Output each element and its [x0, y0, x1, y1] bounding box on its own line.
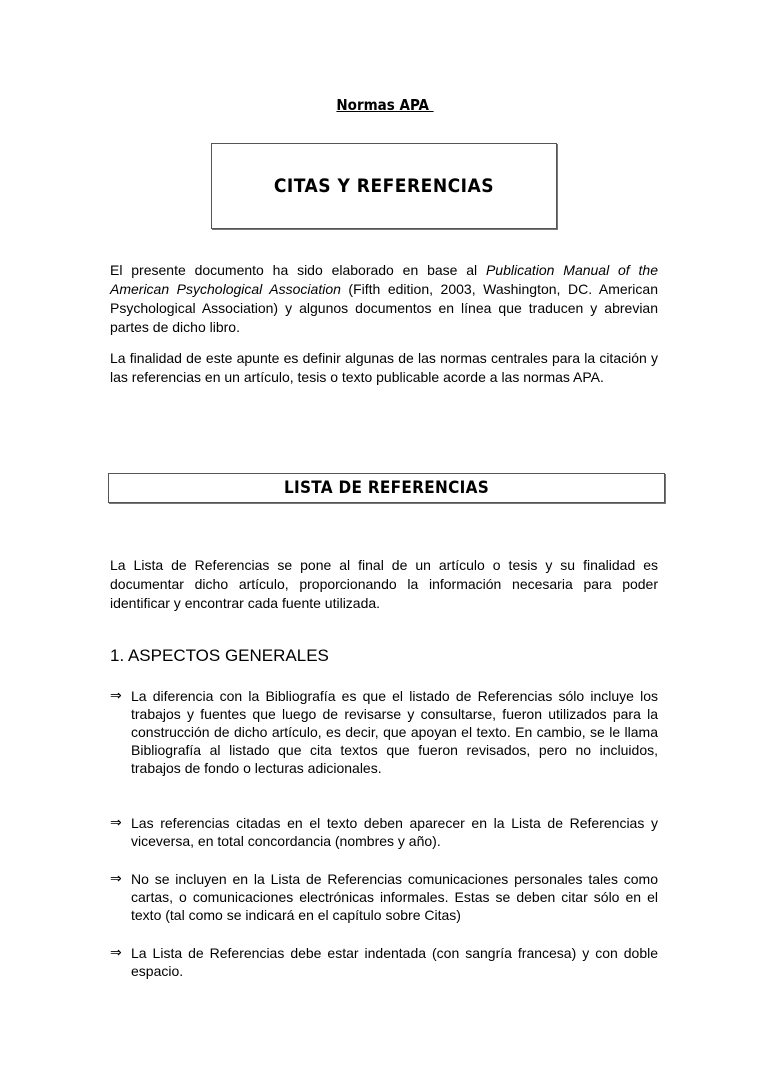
document-title-text: Normas APA [336, 96, 434, 114]
arrow-bullet-icon: ⇒ [110, 815, 122, 831]
list-item-text: Las referencias citadas en el texto deben aparecer en la Lista de Referencias y viceversa, en total concordancia (nombres y año). [131, 815, 658, 849]
arrow-bullet-icon: ⇒ [110, 871, 122, 887]
intro-p1-after: (Fifth edition, 2003, Washington, DC. American Psychological Association) y algunos documentos en línea que traducen y abrevian partes de dicho libro. [110, 281, 658, 335]
arrow-bullet-icon: ⇒ [110, 945, 122, 961]
list-item-text: La diferencia con la Bibliografía es que el listado de Referencias sólo incluye los trabajos y fuentes que luego de revisarse y consultarse, fueron utilizados para la construcción de dicho artículo, es decir, que apoyan el texto. En cambio, se le llama Bibliografía al listado que cita textos que fueron revisados, pero no incluidos, trabajos de fondo o lecturas adicionales. [131, 688, 658, 776]
section-intro-paragraph: La Lista de Referencias se pone al final de un artículo o tesis y su finalidad es documentar dicho artículo, proporcionando la información necesaria para poder identificar y encontrar cada fuente utilizada. [110, 557, 658, 611]
list-item-text: La Lista de Referencias debe estar indentada (con sangría francesa) y con doble espacio. [131, 945, 658, 979]
list-item [110, 687, 658, 777]
list-item [110, 944, 658, 980]
list-item-text: No se incluyen en la Lista de Referencias comunicaciones personales tales como cartas, o comunicaciones electrónicas informales. Estas se deben citar sólo en el texto (tal como se indicará en el capítulo sobre Citas) [131, 871, 658, 923]
title-box [211, 143, 557, 229]
intro-paragraph-1 [110, 261, 658, 337]
list-item [110, 814, 658, 850]
subsection-heading: 1. ASPECTOS GENERALES [110, 646, 329, 665]
intro-p1-source-title: Publication Manual of the American Psychological Association [110, 262, 658, 297]
arrow-bullet-icon: ⇒ [110, 688, 122, 704]
section-heading: LISTA DE REFERENCIAS [283, 478, 490, 498]
document-title [0, 96, 768, 114]
intro-paragraph-2: La finalidad de este apunte es definir algunas de las normas centrales para la citación y las referencias en un artículo, tesis o texto publicable acorde a las normas APA. [110, 350, 658, 385]
main-heading: CITAS Y REFERENCIAS [273, 175, 495, 197]
intro-p1-before: El presente documento ha sido elaborado en base al [110, 262, 486, 278]
list-item [110, 870, 658, 924]
section-box [108, 473, 665, 503]
